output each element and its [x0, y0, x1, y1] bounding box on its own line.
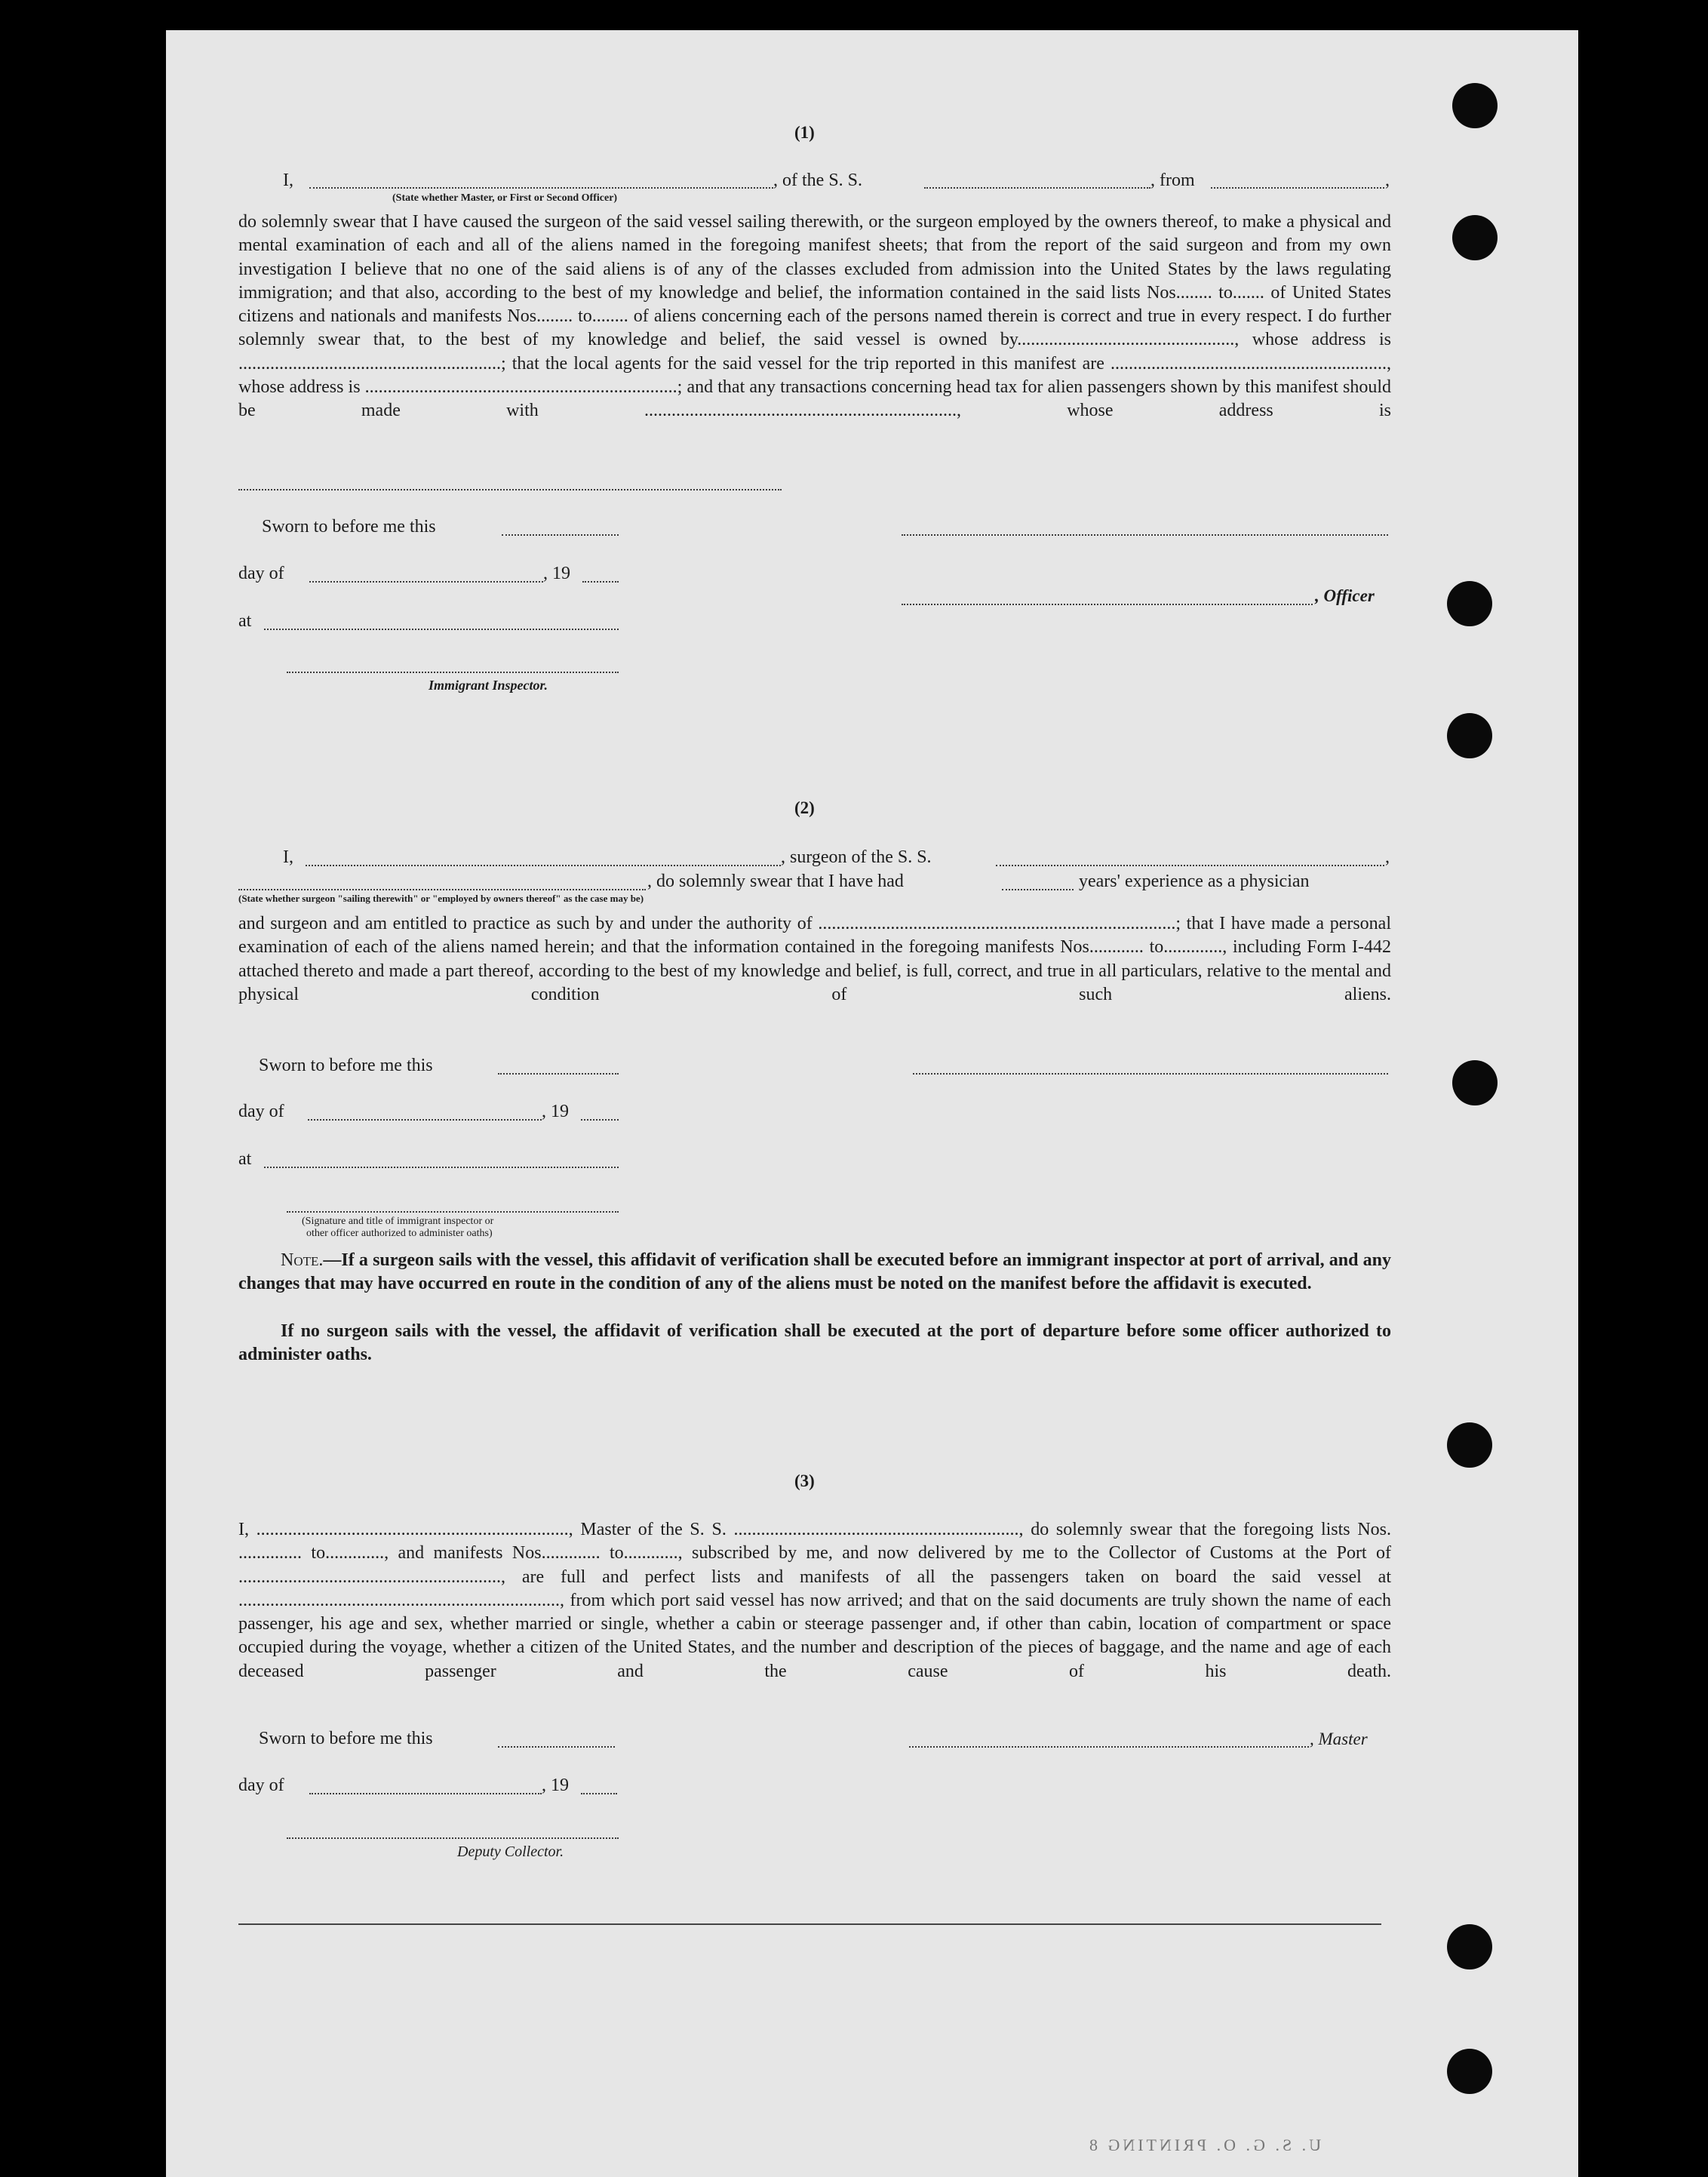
section-3-paragraph: I, ....................................................................., Master of the S. S. ..............................................................., do solemnly swear that the foregoing lists Nos. .............. to............., and manifests Nos............. to............, subscribed by me, and now delivered by me to the Collector of Customs at the Port of .........................................................., are full and perfect lists and manifests of all the passengers taken on board the said vessel at ......................................................................., from which port said vessel has now arrived; and that on the said documents are truly shown the name of each passenger, his age and sex, whether married or single, whether a cabin or steerage passenger and, if other than cabin, location of compartment or space occupied during the voyage, whether a citizen of the United States, and the number and description of the pieces of baggage, and the name and age of each deceased passenger and the cause of his death.: [238, 1520, 1391, 1681]
surgeon-of-ss-label: , surgeon of the S. S.: [781, 847, 932, 867]
year-label-3: , 19: [542, 1776, 569, 1795]
master-signature-field: [909, 1746, 1309, 1748]
sworn-label-3: Sworn to before me this: [259, 1729, 433, 1748]
immigrant-inspector-label: Immigrant Inspector.: [429, 678, 548, 693]
section-2-paragraph: and surgeon and am entitled to practice as such by and under the authority of ...............................................................................; that I have made a personal examination of each of the aliens named herein; and that the information contained in the foregoing manifests Nos............ to............., including Form I-442 attached thereto and made a part thereof, according to the best of my knowledge and belief, is full, correct, and true in all particulars, relative to the mental and physical condition of such aliens.: [238, 914, 1391, 1004]
inspector-signature-field: [287, 672, 619, 673]
day-of-label-1: day of: [238, 564, 284, 583]
sworn-label-2: Sworn to before me this: [259, 1056, 433, 1075]
surgeon-note: [238, 1249, 1391, 1296]
surgeon-status-field: [238, 889, 646, 890]
line-end-comma: ,: [1385, 171, 1390, 190]
master-field: [309, 187, 773, 189]
at-label-2: at: [238, 1149, 252, 1169]
from-label: , from: [1150, 171, 1195, 190]
master-label: , Master: [1310, 1730, 1368, 1748]
section-2-line-1: [283, 846, 293, 869]
day-field-1: [309, 581, 543, 583]
sworn-date-field-1: [502, 534, 619, 536]
section-1-number: (1): [794, 123, 815, 142]
day-of-label-3: day of: [238, 1776, 284, 1795]
surgeon-status-caption: (State whether surgeon "sailing therewith" or "employed by owners thereof" as the case may be): [238, 893, 644, 904]
section-2-number: (2): [794, 798, 815, 817]
year-field-3: [581, 1793, 617, 1794]
section-3-number: (3): [794, 1471, 815, 1490]
years-field: [1002, 889, 1074, 890]
years-experience-label: years' experience as a physician: [1079, 872, 1310, 891]
ship-name-field: [924, 187, 1150, 189]
note-text-2: If no surgeon sails with the vessel, the affidavit of verification shall be executed at the port of departure before some officer authorized to administer oaths.: [238, 1321, 1391, 1365]
signature-caption-line-1: (Signature and title of immigrant inspector or: [302, 1216, 494, 1227]
do-solemnly-label: , do solemnly swear that I have had: [647, 872, 904, 891]
at-field-1: [264, 629, 619, 630]
from-field: [1211, 187, 1384, 189]
sworn-date-field-3: [498, 1746, 615, 1748]
at-field-2: [264, 1167, 619, 1168]
punch-hole-5: [1452, 1060, 1498, 1105]
surgeon-note-2: [238, 1320, 1391, 1367]
year-label-1: , 19: [543, 564, 570, 583]
punch-hole-7: [1447, 1924, 1492, 1969]
examiner-signature-field: [287, 1211, 619, 1213]
pronoun-i-2: I,: [283, 847, 293, 867]
officer-signature-top-1: [902, 534, 1388, 536]
line-end-comma-2: ,: [1385, 847, 1390, 867]
officer-signature-field: [902, 604, 1313, 605]
punch-hole-4: [1447, 713, 1492, 758]
punch-hole-6: [1447, 1422, 1492, 1468]
note-label: Note.: [281, 1250, 324, 1270]
collector-signature-field: [287, 1837, 619, 1839]
address-continuation-field: [238, 489, 782, 490]
day-field-3: [309, 1793, 542, 1794]
year-field-1: [582, 581, 619, 583]
deputy-collector-label: Deputy Collector.: [457, 1843, 564, 1860]
pronoun-i: I,: [283, 171, 293, 190]
at-label-1: at: [238, 611, 252, 631]
sworn-label-1: Sworn to before me this: [262, 517, 436, 537]
surgeon-ship-field: [996, 865, 1384, 866]
day-field-2: [308, 1119, 542, 1121]
day-of-label-2: day of: [238, 1102, 284, 1121]
punch-hole-3: [1447, 581, 1492, 626]
punch-hole-1: [1452, 83, 1498, 128]
year-field-2: [581, 1119, 619, 1121]
of-ss-label: , of the S. S.: [773, 171, 863, 190]
section-1-paragraph: do solemnly swear that I have caused the surgeon of the said vessel sailing therewith, or the surgeon employed by the owners thereof, to make a physical and mental examination of each and all of the aliens named in the foregoing manifest sheets; that from the report of the said surgeon and from my own investigation I believe that no one of the said aliens is of any of the classes excluded from admission into the United States by the laws regulating immigration; and that also, according to the best of my knowledge and belief, the information contained in the said lists Nos........ to....... of United States citizens and nationals and manifests Nos........ to........ of aliens concerning each of the persons named therein is correct and true in every respect. I do further solemnly swear that, to the best of my knowledge and belief, the said vessel is owned by................................................, whose address is ..........................................................; that the local agents for the said vessel for the trip reported in this manifest are ............................................................., whose address is .....................................................................; and that any transactions concerning head tax for alien passengers shown by this manifest should be made with ....................................................................., whose address is: [238, 212, 1391, 421]
sworn-date-field-2: [498, 1073, 619, 1075]
punch-hole-2: [1452, 215, 1498, 260]
section-1-line-1: [283, 169, 293, 192]
note-text-1: —If a surgeon sails with the vessel, this affidavit of verification shall be executed before an immigrant inspector at port of arrival, and any changes that may have occurred en route in the condition of any of the aliens must be noted on the manifest before the affidavit is executed.: [238, 1250, 1391, 1294]
year-label-2: , 19: [542, 1102, 569, 1121]
officer-signature-field-2: [913, 1073, 1388, 1075]
bottom-rule: [238, 1923, 1381, 1925]
printer-imprint: U. S. G. O. PRINTING 8: [1086, 2135, 1322, 2154]
officer-label: , Officer: [1315, 586, 1375, 605]
surgeon-name-field: [306, 865, 781, 866]
signature-caption-line-2: other officer authorized to administer oaths): [306, 1228, 493, 1239]
punch-hole-8: [1447, 2049, 1492, 2094]
master-field-caption: (State whether Master, or First or Second Officer): [392, 192, 618, 204]
